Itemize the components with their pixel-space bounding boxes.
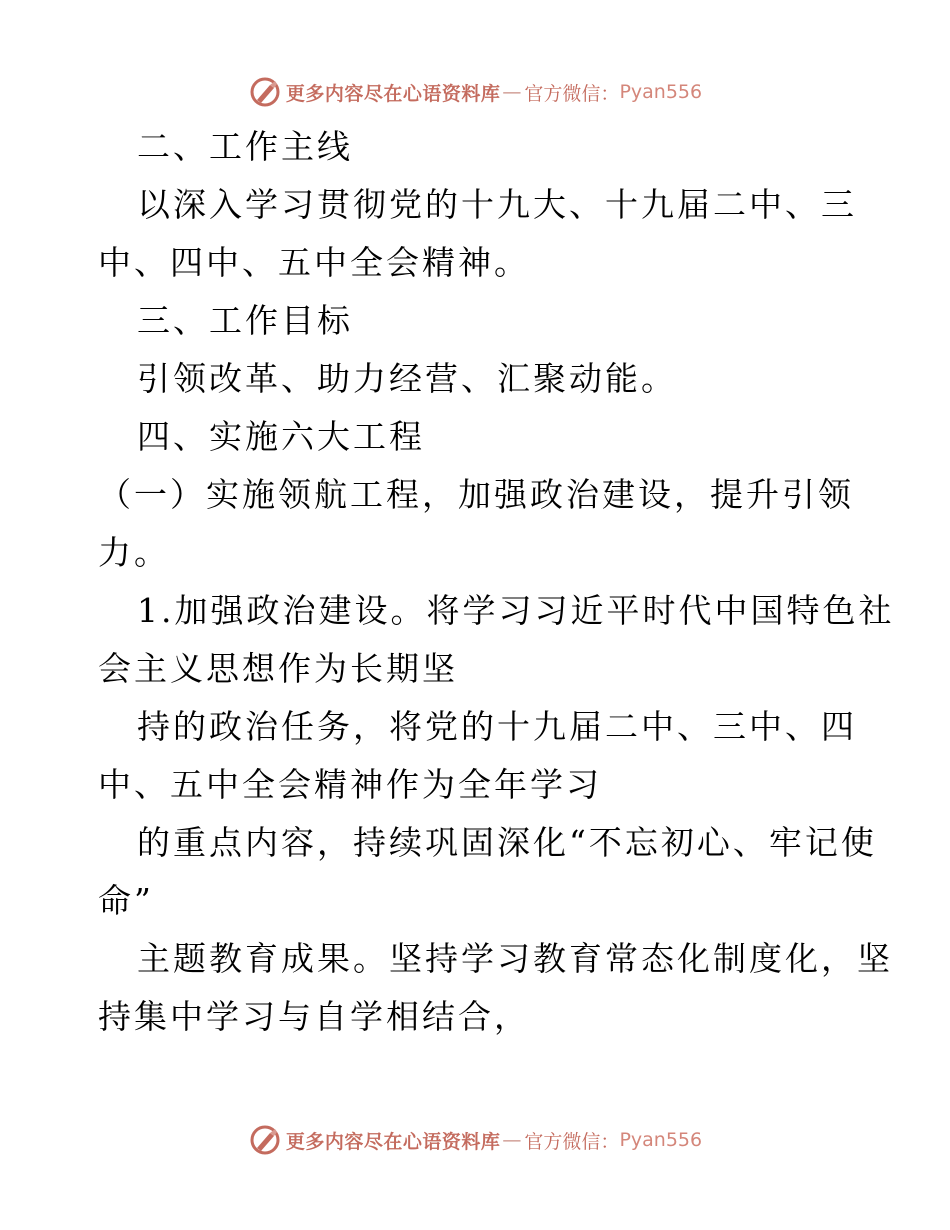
paragraph-line: 的重点内容，持续巩固深化“不忘初心、牢记使	[137, 823, 877, 862]
watermark-separator: —	[502, 1129, 523, 1151]
watermark-site-text: 更多内容尽在心语资料库	[285, 82, 501, 105]
subsection-heading-line: （一）实施领航工程，加强政治建设，提升引领	[98, 475, 854, 514]
section-heading-goals: 三、工作目标	[137, 301, 353, 340]
paragraph-line: 持集中学习与自学相结合，	[98, 997, 530, 1036]
paragraph-line: 以深入学习贯彻党的十九大、十九届二中、三	[137, 185, 857, 224]
paragraph-line: 1.加强政治建设。将学习习近平时代中国特色社	[137, 591, 895, 630]
watermark-banner-top	[0, 72, 950, 112]
watermark-wechat-account: Pyan556	[619, 81, 703, 103]
paragraph-line: 引领改革、助力经营、汇聚动能。	[137, 359, 677, 398]
watermark-site-text: 更多内容尽在心语资料库	[285, 1130, 501, 1153]
paragraph-line: 命”	[98, 881, 154, 920]
watermark-banner-bottom	[0, 1120, 950, 1160]
section-heading-main-line: 二、工作主线	[137, 127, 353, 166]
paragraph-line: 中、五中全会精神作为全年学习	[98, 765, 602, 804]
paragraph-line: 持的政治任务，将党的十九届二中、三中、四	[137, 707, 857, 746]
paragraph-line: 主题教育成果。坚持学习教育常态化制度化，坚	[137, 939, 893, 978]
subsection-heading-line: 力。	[98, 533, 170, 572]
paragraph-line: 中、四中、五中全会精神。	[98, 243, 530, 282]
section-heading-projects: 四、实施六大工程	[137, 417, 425, 456]
document-body	[98, 118, 895, 1046]
watermark-separator: —	[502, 81, 523, 103]
pen-logo-icon	[248, 1123, 282, 1157]
watermark-wechat-label: 官方微信：	[524, 82, 620, 105]
watermark-wechat-label: 官方微信：	[524, 1130, 620, 1153]
paragraph-line: 会主义思想作为长期坚	[98, 649, 458, 688]
pen-logo-icon	[248, 75, 282, 109]
watermark-wechat-account: Pyan556	[619, 1129, 703, 1151]
